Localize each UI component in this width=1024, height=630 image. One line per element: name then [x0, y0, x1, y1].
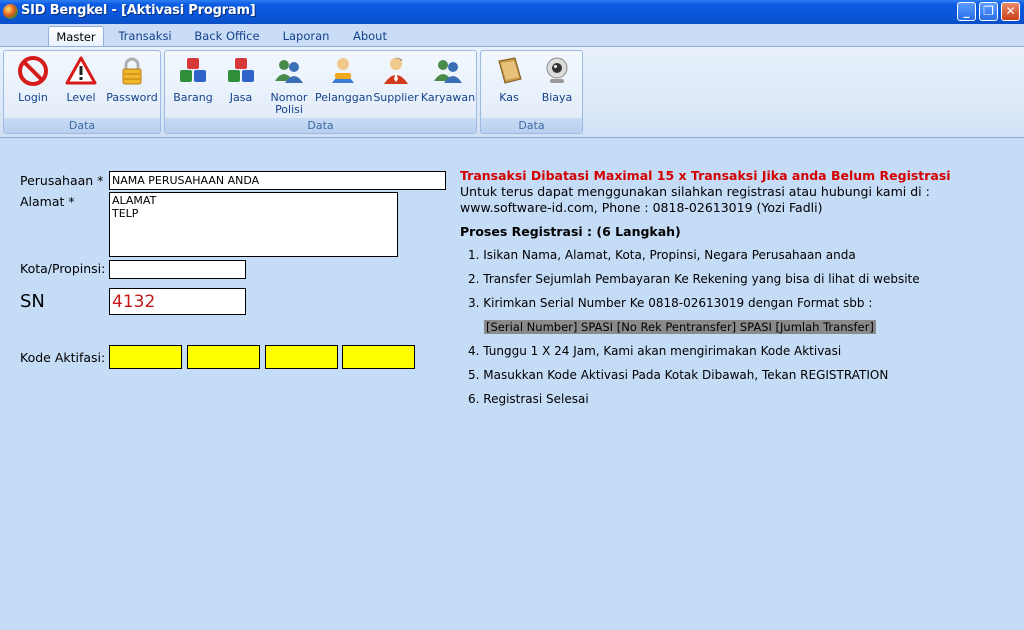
level-button[interactable] [57, 55, 105, 121]
cubes-icon [177, 55, 209, 87]
webcam-icon [541, 55, 573, 87]
ribbon-tabs [0, 24, 1024, 46]
users-icon [432, 55, 464, 87]
sn-label: SN [20, 291, 45, 312]
alamat-textarea[interactable] [109, 192, 398, 257]
ribbon-group-data-2 [164, 50, 477, 134]
kode-aktifasi-input-4[interactable] [342, 345, 415, 369]
sms-format: [Serial Number] SPASI [No Rek Pentransfer] SPASI [Jumlah Transfer] [486, 320, 874, 334]
kode-aktifasi-input-1[interactable] [109, 345, 182, 369]
pelanggan-label: Pelanggan [315, 91, 373, 104]
cubes-icon [225, 55, 257, 87]
businessman-icon [380, 55, 412, 87]
step-item: 4. Tunggu 1 X 24 Jam, Kami akan mengirimakan Kode Aktivasi [468, 344, 842, 358]
warning-icon [65, 55, 97, 87]
kas-label: Kas [499, 91, 519, 104]
group-label: Data [165, 118, 476, 133]
tab-laporan[interactable]: Laporan [282, 29, 330, 43]
nomor-polisi-label: Nomor Polisi [270, 91, 308, 116]
tab-back-office[interactable]: Back Office [194, 29, 260, 43]
step-item: 5. Masukkan Kode Aktivasi Pada Kotak Dibawah, Tekan REGISTRATION [468, 368, 889, 382]
kode-aktifasi-input-2[interactable] [187, 345, 260, 369]
karyawan-button[interactable] [420, 55, 476, 121]
supplier-button[interactable] [372, 55, 420, 121]
login-label: Login [18, 91, 48, 104]
login-button[interactable] [9, 55, 57, 121]
group-label: Data [481, 118, 582, 133]
window-title: SID Bengkel - [Aktivasi Program] [21, 3, 256, 18]
contact-line-2: www.software-id.com, Phone : 0818-02613019 (Yozi Fadli) [460, 200, 823, 215]
level-label: Level [66, 91, 96, 104]
password-button[interactable] [105, 55, 159, 121]
kode-aktifasi-input-3[interactable] [265, 345, 338, 369]
close-button[interactable]: ✕ [1001, 2, 1020, 21]
perusahaan-input[interactable] [109, 171, 446, 190]
kota-input[interactable] [109, 260, 246, 279]
sn-input[interactable] [109, 288, 246, 315]
nomor-polisi-button[interactable] [265, 55, 313, 121]
pelanggan-button[interactable] [315, 55, 371, 121]
karyawan-label: Karyawan [420, 91, 476, 104]
kota-label: Kota/Propinsi: [20, 261, 106, 276]
step-item: 2. Transfer Sejumlah Pembayaran Ke Rekening yang bisa di lihat di website [468, 272, 920, 286]
alamat-label: Alamat * [20, 194, 75, 209]
perusahaan-label: Perusahaan * [20, 173, 104, 188]
tab-transaksi[interactable]: Transaksi [118, 29, 172, 43]
ribbon-group-data-3 [480, 50, 583, 134]
step-item: 1. Isikan Nama, Alamat, Kota, Propinsi, Negara Perusahaan anda [468, 248, 856, 262]
kode-aktifasi-label: Kode Aktifasi: [20, 350, 106, 365]
no-entry-icon [17, 55, 49, 87]
trial-warning: Transaksi Dibatasi Maximal 15 x Transaksi Jika anda Belum Registrasi [460, 168, 951, 183]
padlock-icon [116, 55, 148, 87]
users-icon [273, 55, 305, 87]
step-item: 3. Kirimkan Serial Number Ke 0818-02613019 dengan Format sbb : [468, 296, 873, 310]
biaya-button[interactable] [533, 55, 581, 121]
contact-line-1: Untuk terus dapat menggunakan silahkan registrasi atau hubungi kami di : [460, 184, 930, 199]
tab-about[interactable]: About [352, 29, 387, 43]
jasa-button[interactable] [217, 55, 265, 121]
app-icon[interactable] [3, 4, 18, 19]
ribbon-panel [0, 46, 1024, 138]
step-item: 6. Registrasi Selesai [468, 392, 589, 406]
kas-button[interactable] [485, 55, 533, 121]
restore-button[interactable]: ❐ [979, 2, 998, 21]
minimize-button[interactable]: _ [957, 2, 976, 21]
barang-label: Barang [173, 91, 213, 104]
barang-button[interactable] [169, 55, 217, 121]
biaya-label: Biaya [541, 91, 573, 104]
registration-info [460, 168, 1000, 240]
title-bar [0, 0, 1024, 24]
supplier-label: Supplier [373, 91, 419, 104]
group-label: Data [4, 118, 160, 133]
tab-master[interactable]: Master [48, 26, 104, 46]
password-label: Password [106, 91, 158, 104]
jasa-label: Jasa [229, 91, 253, 104]
ribbon-group-data-1 [3, 50, 161, 134]
customer-icon [327, 55, 359, 87]
book-icon [493, 55, 525, 87]
proses-title: Proses Registrasi : (6 Langkah) [460, 224, 681, 239]
